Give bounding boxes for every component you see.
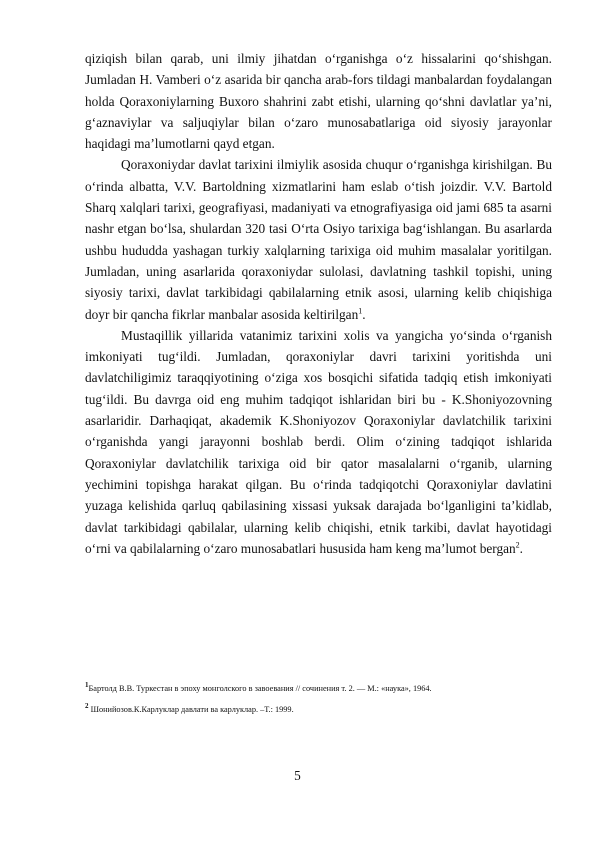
page-number: 5: [294, 768, 301, 783]
footnote-2-text: Шонийозов.К.Карлуклар давлати ва карлуклар. –Т.: 1999.: [88, 705, 294, 714]
footnote-1: [85, 683, 552, 694]
footnote-ref-2[interactable]: 2: [515, 540, 520, 550]
footnote-1-text: Бартолд В.В. Туркестан в эпоху монголского в завоевания // сочинения т. 2. — М.: «наука», 1964.: [88, 684, 432, 693]
paragraph-3-text: Mustaqillik yillarida vatanimiz tarixini xolis va yangicha yo‘sinda o‘rganish imkoniyati tug‘ildi. Jumladan, qoraxoniylar davri tarixini yoritishda uni davlatchiligimiz taraqqiyotining o‘ziga xos bosqichi sifatida tadqiq etish imkoniyati tug‘ildi. Bu davrga oid eng muhim tadqiqot ishlaridan biri bu - K.Shoniyozovning asarlaridir. Darhaqiqat, akademik K.Shoniyozov Qoraxoniylar davlatchilik tarixini o‘rganishda yangi jarayonni boshlab berdi. Olim o‘zining tadqiqot ishlarida Qoraxoniylar davlatchilik tarixiga oid bir qator masalalarni o‘rganib, ularning yechimini topishga harakat qilgan. Bu o‘rinda tadqiqotchi Qoraxoniylar davlatini yuzaga kelishida qarluq qabilasining xissasi yuksak darajada bo‘lganligini ta’kidlab, davlat tarkibidagi qabilalar, ularning kelib chiqishi, etnik tarkibi, davlat hayotidagi o‘rni va qabilalarning o‘zaro munosabatlari hususida ham keng ma’lumot bergan: [85, 327, 552, 556]
paragraph-2: [85, 154, 552, 324]
footnote-1-mark: 1: [85, 681, 89, 690]
footnote-2: [85, 704, 552, 715]
paragraph-1-text: qiziqish bilan qarab, uni ilmiy jihatdan o‘rganishga o‘z hissalarini qo‘shishgan. Jumladan H. Vamberi o‘z asarida bir qancha arab-fors tildagi manbalardan foydalangan holda Qoraxoniylarning Buxoro shahrini zabt etishi, ularning qo‘shni davlatlar ya’ni, g‘aznaviylar va saljuqiylar bilan o‘zaro munosabatlariga oid siyosiy jarayonlar haqidagi ma’lumotlarni qayd etgan.: [85, 51, 552, 152]
footnote-2-mark: 2: [85, 702, 89, 711]
paragraph-2-text: Qoraxoniydar davlat tarixini ilmiylik asosida chuqur o‘rganishga kirishilgan. Bu o‘rinda albatta, V.V. Bartoldning xizmatlarini ham eslab o‘tish joizdir. V.V. Bartold Sharq xalqlari tarixi, geografiyasi, madaniyati va etnografiyasiga oid jami 685 ta asarni nashr etgan bo‘lsa, shulardan 320 tasi O‘rta Osiyo tarixiga bag‘ishlangan. Bu asarlarda ushbu hududda yashagan turkiy xalqlarning tarixiga oid muhim masalalar yoritilgan. Jumladan, uning asarlarida qoraxoniydar sulolasi, davlatning tashkil topishi, uning siyosiy tarixi, davlat tarkibidagi qabilalarning etnik asosi, ularning kelib chiqishiga doyr bir qancha fikrlar manbalar asosida keltirilgan: [85, 157, 552, 322]
page-body: [85, 48, 552, 559]
paragraph-3-tail: .: [519, 540, 523, 556]
paragraph-3: [85, 325, 552, 559]
footnote-ref-1[interactable]: 1: [358, 306, 363, 316]
paragraph-2-tail: .: [362, 306, 366, 322]
footnotes: [85, 683, 552, 715]
paragraph-1: [85, 48, 552, 154]
